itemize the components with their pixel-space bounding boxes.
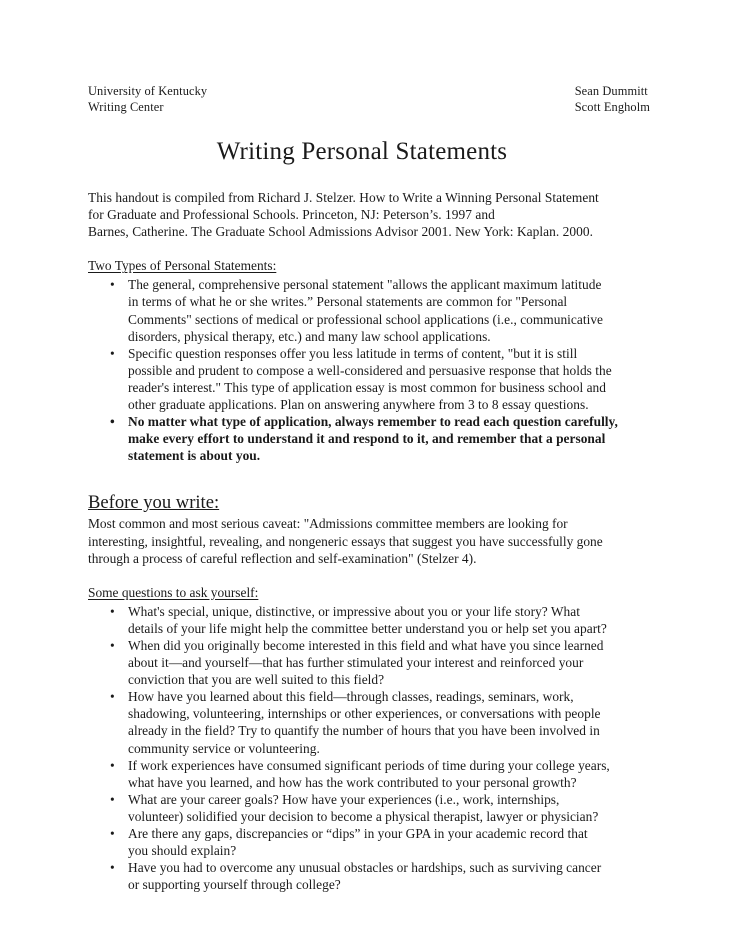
- list-item-line: If work experiences have consumed significant periods of time during your college years,: [128, 757, 610, 773]
- paragraph-line: interesting, insightful, revealing, and nongeneric essays that suggest you have successfully gone: [88, 533, 603, 549]
- list-item-line: make every effort to understand it and respond to it, and remember that a personal: [128, 431, 606, 447]
- before-you-write-paragraph: [88, 515, 658, 566]
- section-heading-two-types: Two Types of Personal Statements:: [88, 258, 277, 274]
- list-item-line: When did you originally become interested in this field and what have you since learned: [128, 637, 604, 653]
- list-item-line: Comments" sections of medical or professional school applications (i.e., communicative: [128, 311, 604, 327]
- paragraph-line: through a process of careful reflection and self-examination" (Stelzer 4).: [88, 550, 477, 566]
- bullet-marker-icon: •: [110, 757, 115, 773]
- list-item: [88, 825, 658, 859]
- list-item-line: you should explain?: [128, 843, 237, 859]
- list-item: [88, 859, 658, 893]
- bullet-marker-icon: •: [110, 826, 115, 841]
- section-heading-before-you-write: Before you write:: [88, 492, 220, 514]
- list-item-line: Are there any gaps, discrepancies or “dips” in your GPA in your academic record that: [128, 826, 588, 841]
- list-item-line: already in the field? Try to quantify the number of hours that you have been involved in: [128, 723, 600, 739]
- list-item: [88, 637, 658, 688]
- list-item-line: What's special, unique, distinctive, or impressive about you or your life story? What: [128, 603, 580, 619]
- list-item-line: in terms of what he or she writes.” Personal statements are common for "Personal: [128, 294, 568, 310]
- list-item-line: No matter what type of application, always remember to read each question carefully,: [128, 414, 618, 430]
- list-item-line: about it—and yourself—that has further stimulated your interest and reinforced your: [128, 655, 584, 671]
- section-heading-wrap-questions: [88, 567, 658, 601]
- bullet-marker-icon: •: [110, 689, 115, 705]
- masthead-authors: [575, 84, 658, 115]
- masthead-institution-line-2: Writing Center: [88, 99, 164, 114]
- list-item: [88, 791, 658, 825]
- list-item-line: community service or volunteering.: [128, 740, 320, 756]
- source-note-line-1: This handout is compiled from Richard J. Stelzer. How to Write a Winning Personal Statement: [88, 190, 599, 205]
- bullet-list-two-types: [88, 276, 658, 464]
- list-item-line: What are your career goals? How have your experiences (i.e., work, internships,: [128, 791, 560, 807]
- source-note-line-3: Barnes, Catherine. The Graduate School Admissions Advisor 2001. New York: Kaplan. 2000.: [88, 224, 593, 240]
- bullet-marker-icon: •: [110, 603, 115, 619]
- list-item-line: Have you had to overcome any unusual obstacles or hardships, such as surviving cancer: [128, 860, 602, 876]
- source-note-line-2: for Graduate and Professional Schools. Princeton, NJ: Peterson’s. 1997 and: [88, 207, 495, 223]
- list-item-line: what have you learned, and how has the work contributed to your personal growth?: [128, 774, 577, 790]
- bullet-marker-icon: •: [110, 414, 115, 430]
- bullet-marker-icon: •: [110, 791, 115, 807]
- list-item-line: How have you learned about this field—through classes, readings, seminars, work,: [128, 689, 574, 705]
- masthead-institution: [88, 84, 207, 115]
- list-item-line: details of your life might help the committee better understand you or help set you apart?: [128, 620, 607, 636]
- list-item: [88, 688, 658, 756]
- list-item-line: disorders, physical therapy, etc.) and many law school applications.: [128, 328, 491, 344]
- list-item-line: The general, comprehensive personal statement "allows the applicant maximum latitude: [128, 277, 602, 293]
- list-item-line: statement is about you.: [128, 448, 261, 464]
- paragraph-line: Most common and most serious caveat: "Admissions committee members are looking for: [88, 516, 568, 532]
- section-heading-wrap-types: [88, 240, 658, 274]
- bullet-list-questions: [88, 603, 658, 894]
- list-item: [88, 276, 658, 344]
- list-item-line: shadowing, volunteering, internships or other experiences, or conversations with people: [128, 706, 601, 722]
- list-item-line: or supporting yourself through college?: [128, 877, 341, 893]
- list-item: [88, 345, 658, 413]
- list-item-line: other graduate applications. Plan on answering anywhere from 3 to 8 essay questions.: [128, 397, 589, 413]
- list-item: [88, 757, 658, 791]
- list-item-line: conviction that you are well suited to this field?: [128, 672, 385, 688]
- page-title: Writing Personal Statements: [216, 138, 508, 165]
- bullet-marker-icon: •: [110, 277, 115, 293]
- source-note: [88, 189, 658, 240]
- list-item-line: possible and prudent to compose a well-considered and persuasive response that holds the: [128, 362, 612, 378]
- list-item-line: Specific question responses offer you less latitude in terms of content, "but it is still: [128, 345, 578, 361]
- list-item-emphasis: [88, 413, 658, 464]
- bullet-marker-icon: •: [110, 345, 115, 361]
- masthead: [88, 84, 658, 115]
- list-item-line: volunteer) solidified your decision to become a physical therapist, lawyer or physician?: [128, 808, 599, 824]
- masthead-author-line-2: Scott Engholm: [574, 99, 650, 114]
- masthead-institution-line-1: University of Kentucky: [88, 84, 208, 98]
- bullet-marker-icon: •: [110, 860, 115, 876]
- section-heading-some-questions: Some questions to ask yourself:: [88, 584, 259, 600]
- bullet-marker-icon: •: [110, 637, 115, 653]
- list-item-line: reader's interest." This type of application essay is most common for business school and: [128, 379, 606, 395]
- masthead-author-line-1: Sean Dummitt: [574, 84, 648, 98]
- list-item: [88, 603, 658, 637]
- section-heading-wrap-before: [88, 464, 658, 515]
